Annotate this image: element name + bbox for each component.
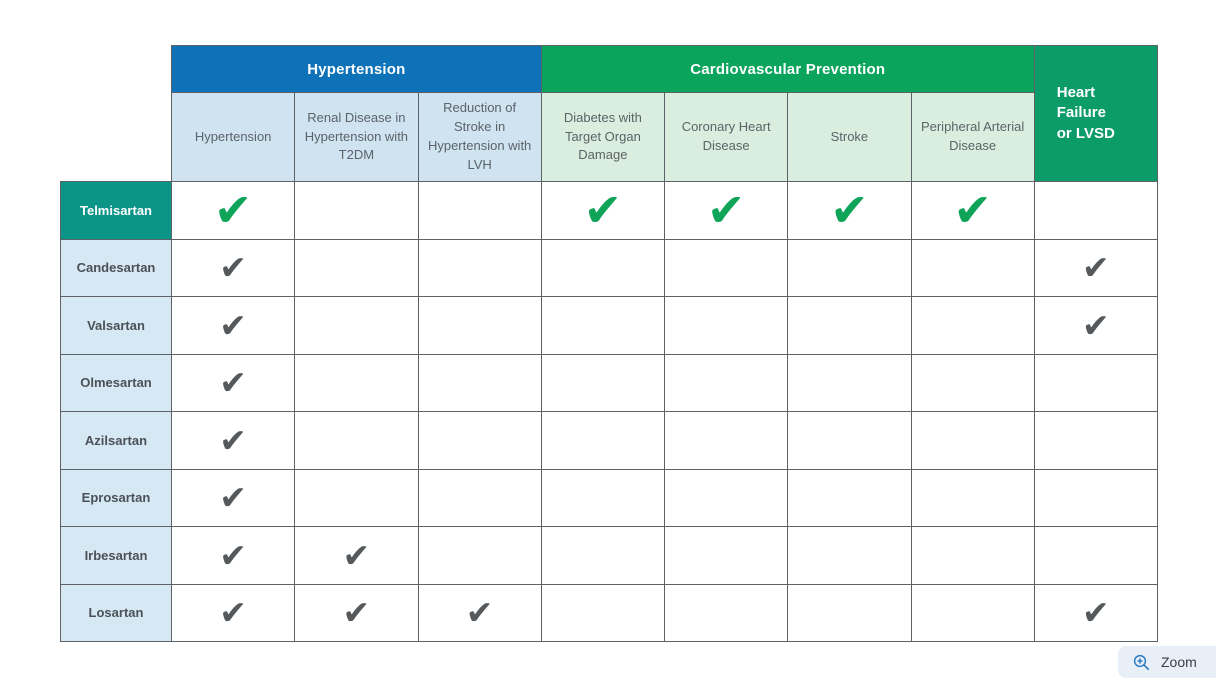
check-cell <box>295 527 418 585</box>
check-icon-gray: ✔ <box>219 421 247 459</box>
table-corner-spacer <box>61 46 172 182</box>
check-cell <box>541 527 664 585</box>
group-header-cardiovascular-prevention: Cardiovascular Prevention <box>541 46 1034 93</box>
zoom-button-label: Zoom <box>1161 654 1197 670</box>
row-label-azilsartan: Azilsartan <box>61 412 172 470</box>
check-cell <box>418 354 541 412</box>
sub-header-row <box>61 93 1158 182</box>
check-cell <box>418 412 541 470</box>
check-cell <box>788 584 911 642</box>
check-cell <box>1034 584 1157 642</box>
check-cell <box>1034 469 1157 527</box>
check-icon-green: ✔ <box>213 184 253 237</box>
check-cell <box>541 297 664 355</box>
check-cell <box>911 239 1034 297</box>
check-cell <box>172 527 295 585</box>
check-icon-gray: ✔ <box>219 536 247 574</box>
check-cell <box>788 239 911 297</box>
table-row <box>61 412 1158 470</box>
check-cell <box>295 584 418 642</box>
check-cell <box>172 354 295 412</box>
check-icon-gray: ✔ <box>1082 249 1110 287</box>
check-cell <box>295 239 418 297</box>
table-row <box>61 182 1158 240</box>
check-icon-green: ✔ <box>830 184 869 237</box>
check-cell <box>418 584 541 642</box>
check-cell <box>172 182 295 240</box>
check-cell <box>1034 354 1157 412</box>
check-cell <box>911 297 1034 355</box>
row-label-eprosartan: Eprosartan <box>61 469 172 527</box>
check-icon-green: ✔ <box>583 184 623 237</box>
row-label-olmesartan: Olmesartan <box>61 354 172 412</box>
check-cell <box>911 469 1034 527</box>
heart-failure-line: Failure <box>1056 104 1106 122</box>
check-cell <box>665 527 788 585</box>
check-cell <box>1034 527 1157 585</box>
row-label-losartan: Losartan <box>61 584 172 642</box>
group-header-heart-failure <box>1034 46 1157 182</box>
check-cell <box>788 527 911 585</box>
check-cell <box>295 182 418 240</box>
zoom-button[interactable] <box>1118 646 1216 678</box>
row-label-candesartan: Candesartan <box>61 239 172 297</box>
check-cell <box>541 584 664 642</box>
check-cell <box>665 469 788 527</box>
table-row <box>61 239 1158 297</box>
table-row <box>61 469 1158 527</box>
check-cell <box>665 239 788 297</box>
group-header-hypertension: Hypertension <box>172 46 542 93</box>
check-cell <box>172 239 295 297</box>
check-cell <box>295 469 418 527</box>
check-cell <box>541 182 664 240</box>
check-cell <box>788 297 911 355</box>
indication-table <box>60 45 1158 642</box>
check-icon-gray: ✔ <box>342 594 371 632</box>
zoom-in-magnifier-icon <box>1133 654 1150 671</box>
heart-failure-line: or LVSD <box>1056 124 1115 142</box>
check-icon-gray: ✔ <box>219 306 247 344</box>
table-row <box>61 354 1158 412</box>
check-cell <box>1034 297 1157 355</box>
check-icon-gray: ✔ <box>219 594 247 632</box>
check-cell <box>911 182 1034 240</box>
check-icon-gray: ✔ <box>219 479 247 517</box>
check-cell <box>1034 239 1157 297</box>
col-header-coronary-heart-disease: Coronary Heart Disease <box>665 93 788 182</box>
check-cell <box>172 469 295 527</box>
group-header-row <box>61 46 1158 93</box>
check-cell <box>418 239 541 297</box>
check-cell <box>911 412 1034 470</box>
check-cell <box>295 412 418 470</box>
check-icon-green: ✔ <box>953 184 992 237</box>
col-header-renal-disease-t2dm: Renal Disease in Hypertension with T2DM <box>295 93 418 182</box>
check-cell <box>541 354 664 412</box>
table-row <box>61 584 1158 642</box>
check-cell <box>911 584 1034 642</box>
check-cell <box>788 182 911 240</box>
check-cell <box>665 354 788 412</box>
check-cell <box>788 354 911 412</box>
check-cell <box>911 527 1034 585</box>
check-icon-green: ✔ <box>706 184 746 237</box>
check-cell <box>295 354 418 412</box>
check-icon-gray: ✔ <box>1082 306 1110 344</box>
check-cell <box>911 354 1034 412</box>
check-cell <box>541 469 664 527</box>
check-cell <box>418 297 541 355</box>
check-cell <box>665 584 788 642</box>
table-row <box>61 527 1158 585</box>
check-cell <box>541 239 664 297</box>
table-body <box>61 182 1158 642</box>
row-label-valsartan: Valsartan <box>61 297 172 355</box>
table-row <box>61 297 1158 355</box>
col-header-diabetes-target-organ: Diabetes with Target Organ Damage <box>541 93 664 182</box>
check-cell <box>665 182 788 240</box>
check-cell <box>788 412 911 470</box>
check-cell <box>172 412 295 470</box>
check-cell <box>665 412 788 470</box>
row-label-telmisartan: Telmisartan <box>61 182 172 240</box>
check-cell <box>418 182 541 240</box>
col-header-stroke: Stroke <box>788 93 911 182</box>
col-header-peripheral-arterial: Peripheral Arterial Disease <box>911 93 1034 182</box>
check-cell <box>1034 182 1157 240</box>
check-icon-gray: ✔ <box>219 364 247 402</box>
check-cell <box>665 297 788 355</box>
check-cell <box>172 584 295 642</box>
check-cell <box>1034 412 1157 470</box>
check-icon-gray: ✔ <box>465 594 494 632</box>
col-header-stroke-reduction-lvh: Reduction of Stroke in Hypertension with LVH <box>418 93 541 182</box>
col-header-hypertension: Hypertension <box>172 93 295 182</box>
check-cell <box>788 469 911 527</box>
check-cell <box>172 297 295 355</box>
check-cell <box>418 527 541 585</box>
row-label-irbesartan: Irbesartan <box>61 527 172 585</box>
check-icon-gray: ✔ <box>219 249 247 287</box>
check-cell <box>541 412 664 470</box>
check-cell <box>295 297 418 355</box>
check-icon-gray: ✔ <box>1082 594 1110 632</box>
check-cell <box>418 469 541 527</box>
heart-failure-line: Heart <box>1056 84 1096 102</box>
check-icon-gray: ✔ <box>342 536 371 574</box>
